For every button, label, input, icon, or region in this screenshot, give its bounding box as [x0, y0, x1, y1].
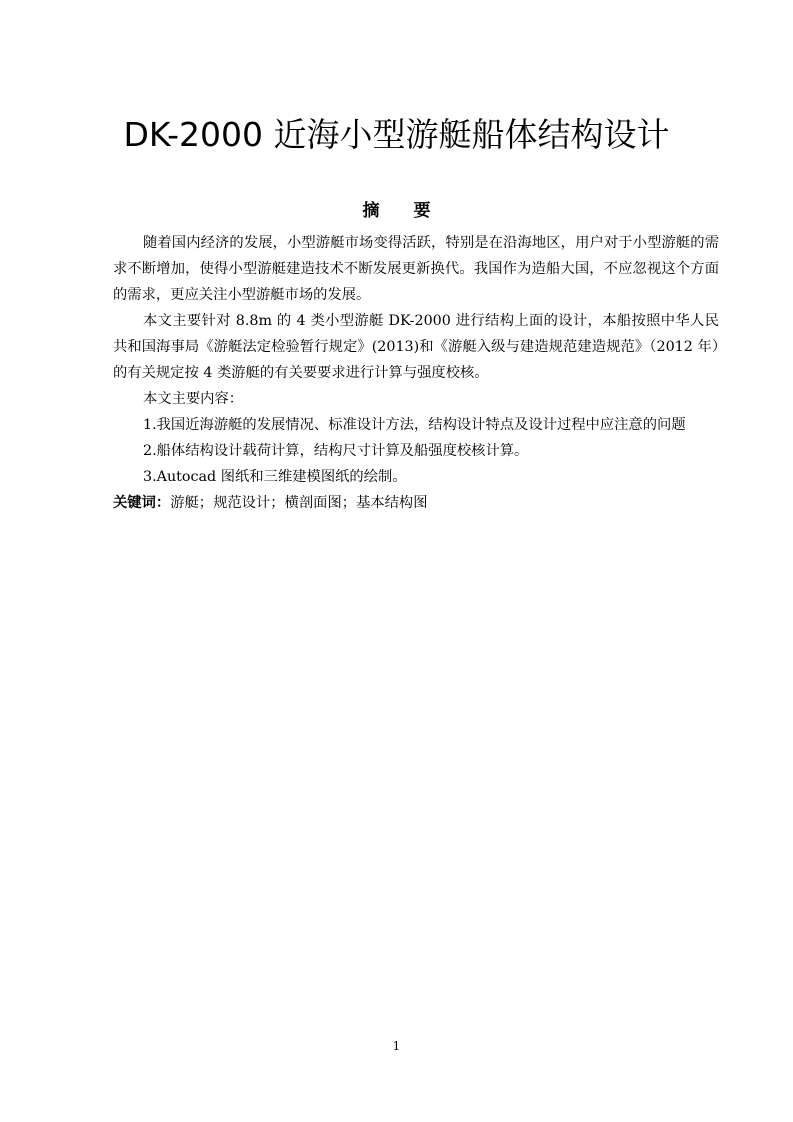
keywords-value: 游艇；规范设计；横剖面图；基本结构图 — [170, 495, 428, 511]
keywords-line — [113, 490, 719, 516]
paragraph-item-3: 3.Autocad 图纸和三维建模图纸的绘制。 — [143, 469, 407, 485]
paragraph-contents-heading: 本文主要内容： — [143, 391, 244, 407]
abstract-heading: 摘 要 — [362, 201, 445, 221]
keywords-label: 关键词： — [113, 495, 171, 511]
paragraph-item-1: 1.我国近海游艇的发展情况、标准设计方法，结构设计特点及设计过程中应注意的问题 — [143, 417, 686, 433]
document-title: DK-2000 近海小型游艇船体结构设计 — [123, 115, 670, 154]
abstract-body — [113, 230, 719, 516]
paragraph-scope: 本文主要针对 8.8m 的 4 类小型游艇 DK-2000 进行结构上面的设计，本船按照中华人民共和国海事局《游艇法定检验暂行规定》(2013)和《游艇入级与建造规范建造规范》（2012 年）的有关规定按 4 类游艇的有关要要求进行计算与强度校核。 — [113, 313, 719, 381]
page-number: 1 — [392, 1039, 401, 1053]
paragraph-item-2: 2.船体结构设计载荷计算，结构尺寸计算及船强度校核计算。 — [143, 443, 529, 459]
paragraph-intro: 随着国内经济的发展，小型游艇市场变得活跃，特别是在沿海地区，用户对于小型游艇的需求不断增加，使得小型游艇建造技术不断发展更新换代。我国作为造船大国，不应忽视这个方面的需求，更应关注小型游艇市场的发展。 — [113, 235, 719, 303]
